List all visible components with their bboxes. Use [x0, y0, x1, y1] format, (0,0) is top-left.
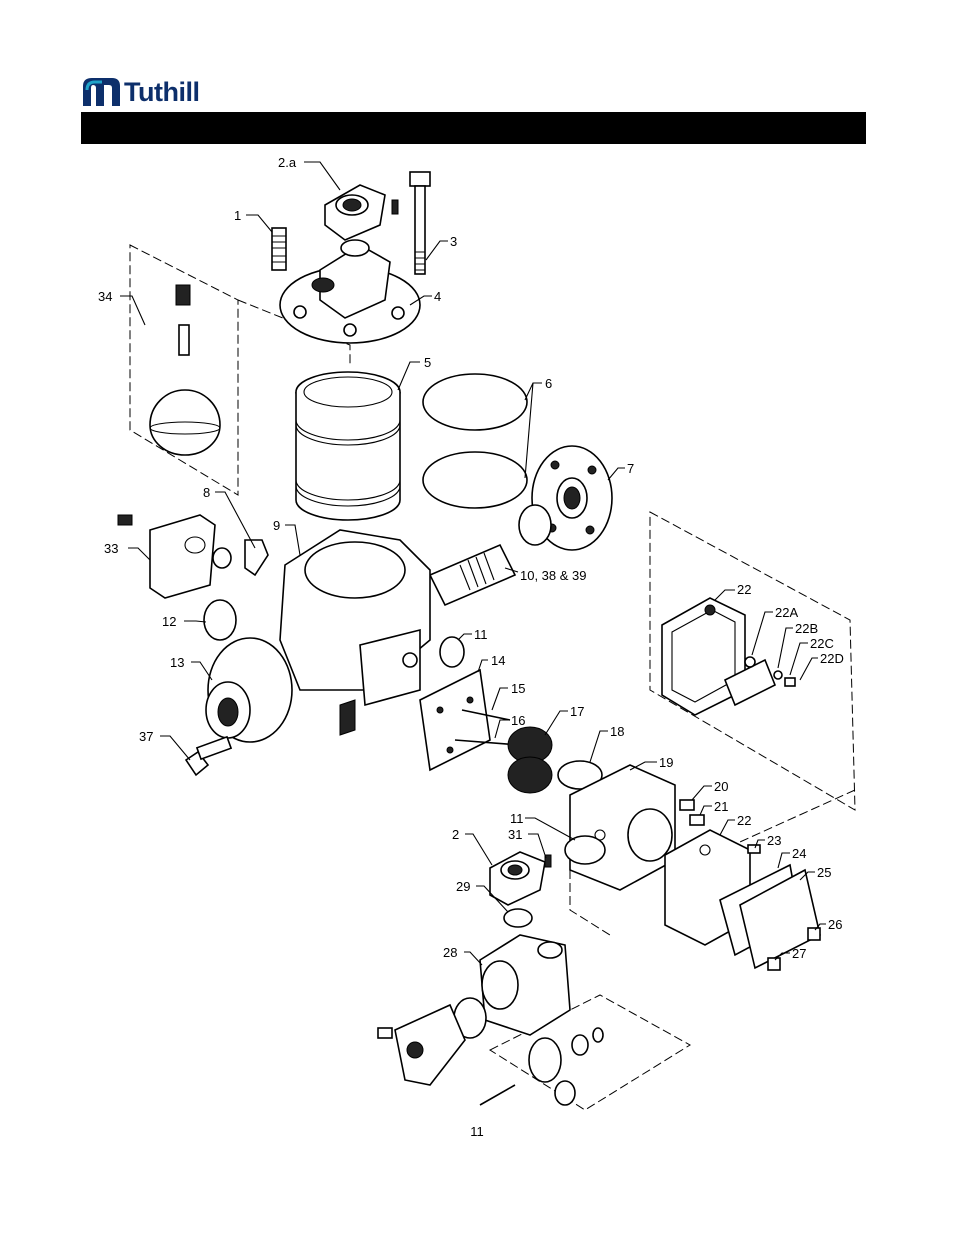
part-4-cover — [280, 240, 420, 343]
part-14-plate — [420, 670, 490, 770]
part-11-oring-lower — [565, 836, 605, 864]
callout-5: 5 — [424, 355, 432, 370]
part-11-oring — [440, 637, 464, 667]
leader-28 — [464, 952, 482, 965]
part-13-port-flange — [206, 638, 292, 742]
leader-22 — [720, 820, 735, 835]
part-21-dowel — [690, 815, 704, 825]
callout-24: 24 — [792, 846, 807, 861]
callout-23: 23 — [767, 833, 782, 848]
part-37-bolt — [186, 737, 231, 775]
leader-22D — [800, 658, 818, 680]
leader-17 — [545, 711, 568, 735]
part-6-ring-bottom — [423, 452, 527, 508]
leader-11a — [458, 634, 472, 640]
leader-6 — [525, 383, 542, 478]
leader-5 — [398, 362, 420, 390]
leader-11b — [525, 818, 575, 840]
callout-2: 2 — [452, 827, 460, 842]
part-26-screw — [808, 928, 820, 940]
part-27-screw — [768, 958, 780, 970]
callout-27: 27 — [792, 946, 807, 961]
leader-31 — [528, 834, 546, 858]
page-number: 11 — [470, 1124, 484, 1139]
leader-22A — [752, 612, 773, 655]
callout-3: 3 — [450, 234, 458, 249]
leader-15 — [492, 688, 508, 710]
callout-11a: 11 — [474, 627, 488, 642]
callout-17: 17 — [570, 704, 585, 719]
callout-28: 28 — [443, 945, 458, 960]
callout-26: 26 — [828, 917, 843, 932]
part-head-cover — [378, 1005, 465, 1085]
callout-21: 21 — [714, 799, 729, 814]
leader-1 — [246, 215, 272, 232]
callout-11b: 11 — [510, 811, 524, 826]
callout-13: 13 — [170, 655, 185, 670]
leader-34 — [120, 296, 145, 325]
callout-29: 29 — [456, 879, 471, 894]
callout-22A: 22A — [775, 605, 799, 620]
part-1-fitting — [272, 228, 286, 270]
callout-2a: 2.a — [278, 155, 297, 170]
callout-22C: 22C — [810, 636, 834, 651]
part-20-dowel — [680, 800, 694, 810]
callout-22: 22 — [737, 813, 752, 828]
part-2-bracket — [490, 852, 545, 905]
callout-22D: 22D — [820, 651, 844, 666]
part-23-pin — [748, 845, 760, 853]
leader-16 — [495, 720, 508, 738]
part-9-housing — [280, 530, 430, 735]
part-17-gears — [508, 727, 552, 793]
callout-18: 18 — [610, 724, 625, 739]
part-valve-spring — [480, 1085, 515, 1105]
part-6-ring-top — [423, 374, 527, 430]
part-22C-washer — [774, 671, 782, 679]
leader-3 — [426, 241, 448, 260]
callout-4: 4 — [434, 289, 442, 304]
part-28-valve-body — [480, 935, 570, 1035]
callout-33: 33 — [104, 541, 119, 556]
leader-21 — [700, 806, 712, 815]
part-10-strainer — [430, 545, 515, 605]
leader-18 — [590, 731, 608, 762]
callout-1: 1 — [234, 208, 242, 223]
leader-2a — [304, 162, 340, 190]
callout-7: 7 — [627, 461, 635, 476]
part-5-cylinder — [296, 372, 400, 520]
part-8-plug — [213, 540, 268, 575]
leader-20 — [692, 786, 712, 800]
part-12-seal — [204, 600, 236, 640]
callout-22-top: 22 — [737, 582, 752, 597]
callout-14: 14 — [491, 653, 506, 668]
part-34-float — [150, 285, 220, 455]
brand-name: Tuthill — [124, 77, 200, 107]
leader-22-top — [715, 590, 735, 600]
leader-37 — [160, 736, 190, 760]
callout-10-38-39: 10, 38 & 39 — [520, 568, 587, 583]
part-2a-bracket — [325, 185, 398, 240]
part-valve-piston — [529, 1028, 603, 1105]
part-22D-screw — [785, 678, 795, 686]
callout-34: 34 — [98, 289, 113, 304]
part-33-plate — [118, 515, 215, 598]
leader-33 — [128, 548, 150, 560]
callout-9: 9 — [273, 518, 281, 533]
callout-25: 25 — [817, 865, 832, 880]
callout-15: 15 — [511, 681, 526, 696]
part-7-gasket — [519, 505, 551, 545]
group-box-34 — [130, 245, 238, 495]
part-22B-washer — [745, 657, 755, 667]
callout-31: 31 — [508, 827, 523, 842]
leader-7 — [608, 468, 625, 480]
callout-16: 16 — [511, 713, 526, 728]
callout-12: 12 — [162, 614, 177, 629]
leader-2 — [465, 834, 492, 865]
callout-19: 19 — [659, 755, 674, 770]
callout-8: 8 — [203, 485, 211, 500]
callout-6: 6 — [545, 376, 553, 391]
callout-37: 37 — [139, 729, 154, 744]
leader-22B — [778, 628, 793, 668]
callout-22B: 22B — [795, 621, 819, 636]
leader-12 — [184, 621, 206, 622]
leader-9 — [285, 525, 300, 555]
callout-20: 20 — [714, 779, 729, 794]
